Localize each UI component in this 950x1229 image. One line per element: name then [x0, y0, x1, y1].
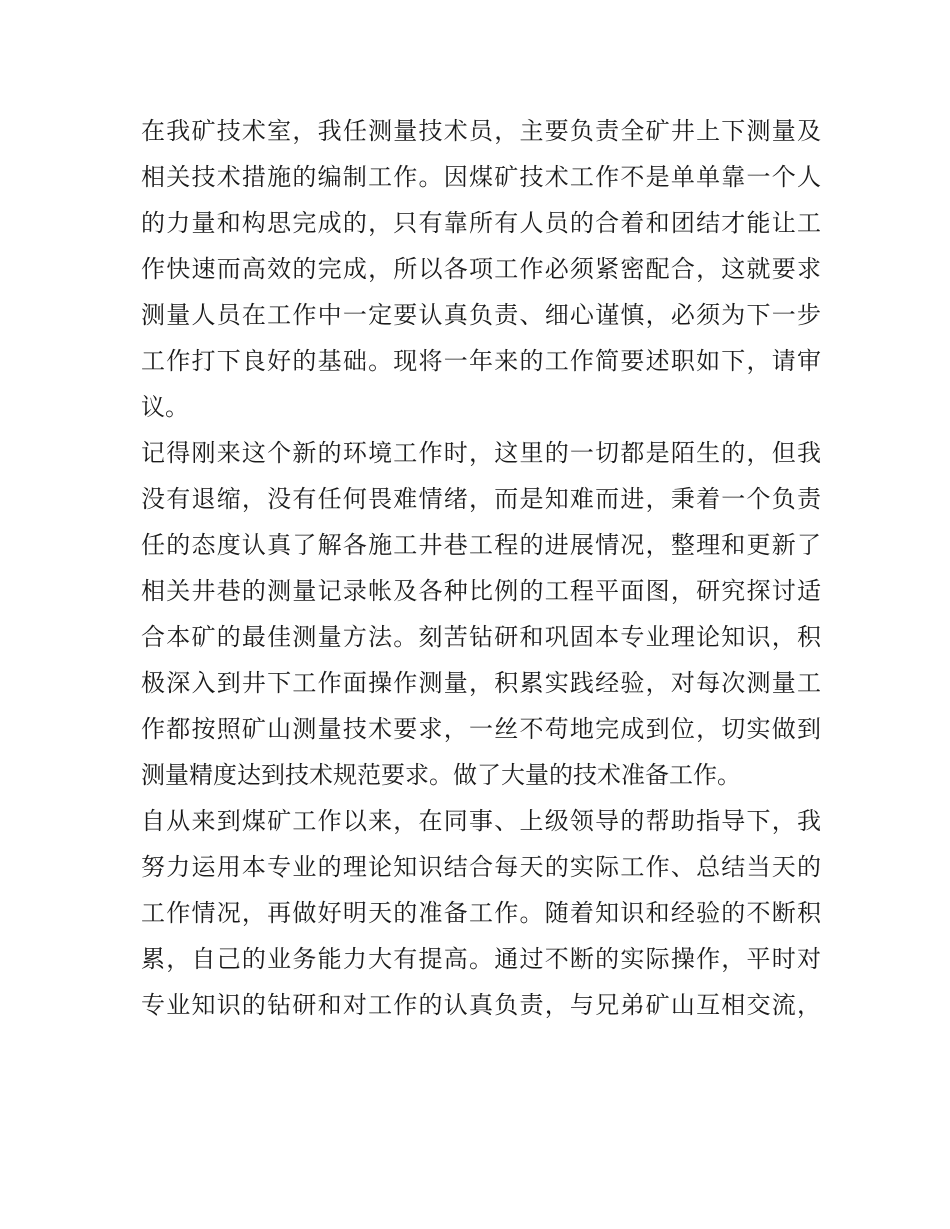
text-line: 测量人员在工作中一定要认真负责、细心谨慎，必须为下一步 [141, 301, 821, 329]
text-line: 作快速而高效的完成，所以各项工作必须紧密配合，这就要求 [141, 255, 821, 283]
text-line: 在我矿技术室，我任测量技术员，主要负责全矿井上下测量及 [141, 117, 821, 145]
text-line: 极深入到井下工作面操作测量，积累实践经验，对每次测量工 [141, 669, 821, 697]
document-body [141, 108, 821, 1028]
text-line: 工作打下良好的基础。现将一年来的工作简要述职如下，请审 [141, 347, 821, 375]
text-line: 累，自己的业务能力大有提高。通过不断的实际操作，平时对 [141, 945, 821, 973]
text-line: 作都按照矿山测量技术要求，一丝不苟地完成到位，切实做到 [141, 715, 821, 743]
text-line: 工作情况，再做好明天的准备工作。随着知识和经验的不断积 [141, 899, 821, 927]
text-line: 记得刚来这个新的环境工作时，这里的一切都是陌生的，但我 [141, 439, 821, 467]
text-line: 相关井巷的测量记录帐及各种比例的工程平面图，研究探讨适 [141, 577, 821, 605]
text-line: 没有退缩，没有任何畏难情绪，而是知难而进，秉着一个负责 [141, 485, 821, 513]
text-line: 自从来到煤矿工作以来，在同事、上级领导的帮助指导下，我 [141, 807, 821, 835]
paragraph-1 [141, 108, 821, 430]
text-line: 的力量和构思完成的，只有靠所有人员的合着和团结才能让工 [141, 209, 821, 237]
paragraph-3 [141, 798, 821, 1028]
paragraph-2 [141, 430, 821, 798]
text-line: 努力运用本专业的理论知识结合每天的实际工作、总结当天的 [141, 853, 821, 881]
text-line: 相关技术措施的编制工作。因煤矿技术工作不是单单靠一个人 [141, 163, 821, 191]
text-line: 议。 [141, 393, 189, 421]
text-line: 合本矿的最佳测量方法。刻苦钻研和巩固本专业理论知识，积 [141, 623, 821, 651]
text-line: 专业知识的钻研和对工作的认真负责，与兄弟矿山互相交流， [141, 991, 821, 1019]
text-line: 任的态度认真了解各施工井巷工程的进展情况，整理和更新了 [141, 531, 821, 559]
text-line: 测量精度达到技术规范要求。做了大量的技术准备工作。 [141, 761, 741, 789]
